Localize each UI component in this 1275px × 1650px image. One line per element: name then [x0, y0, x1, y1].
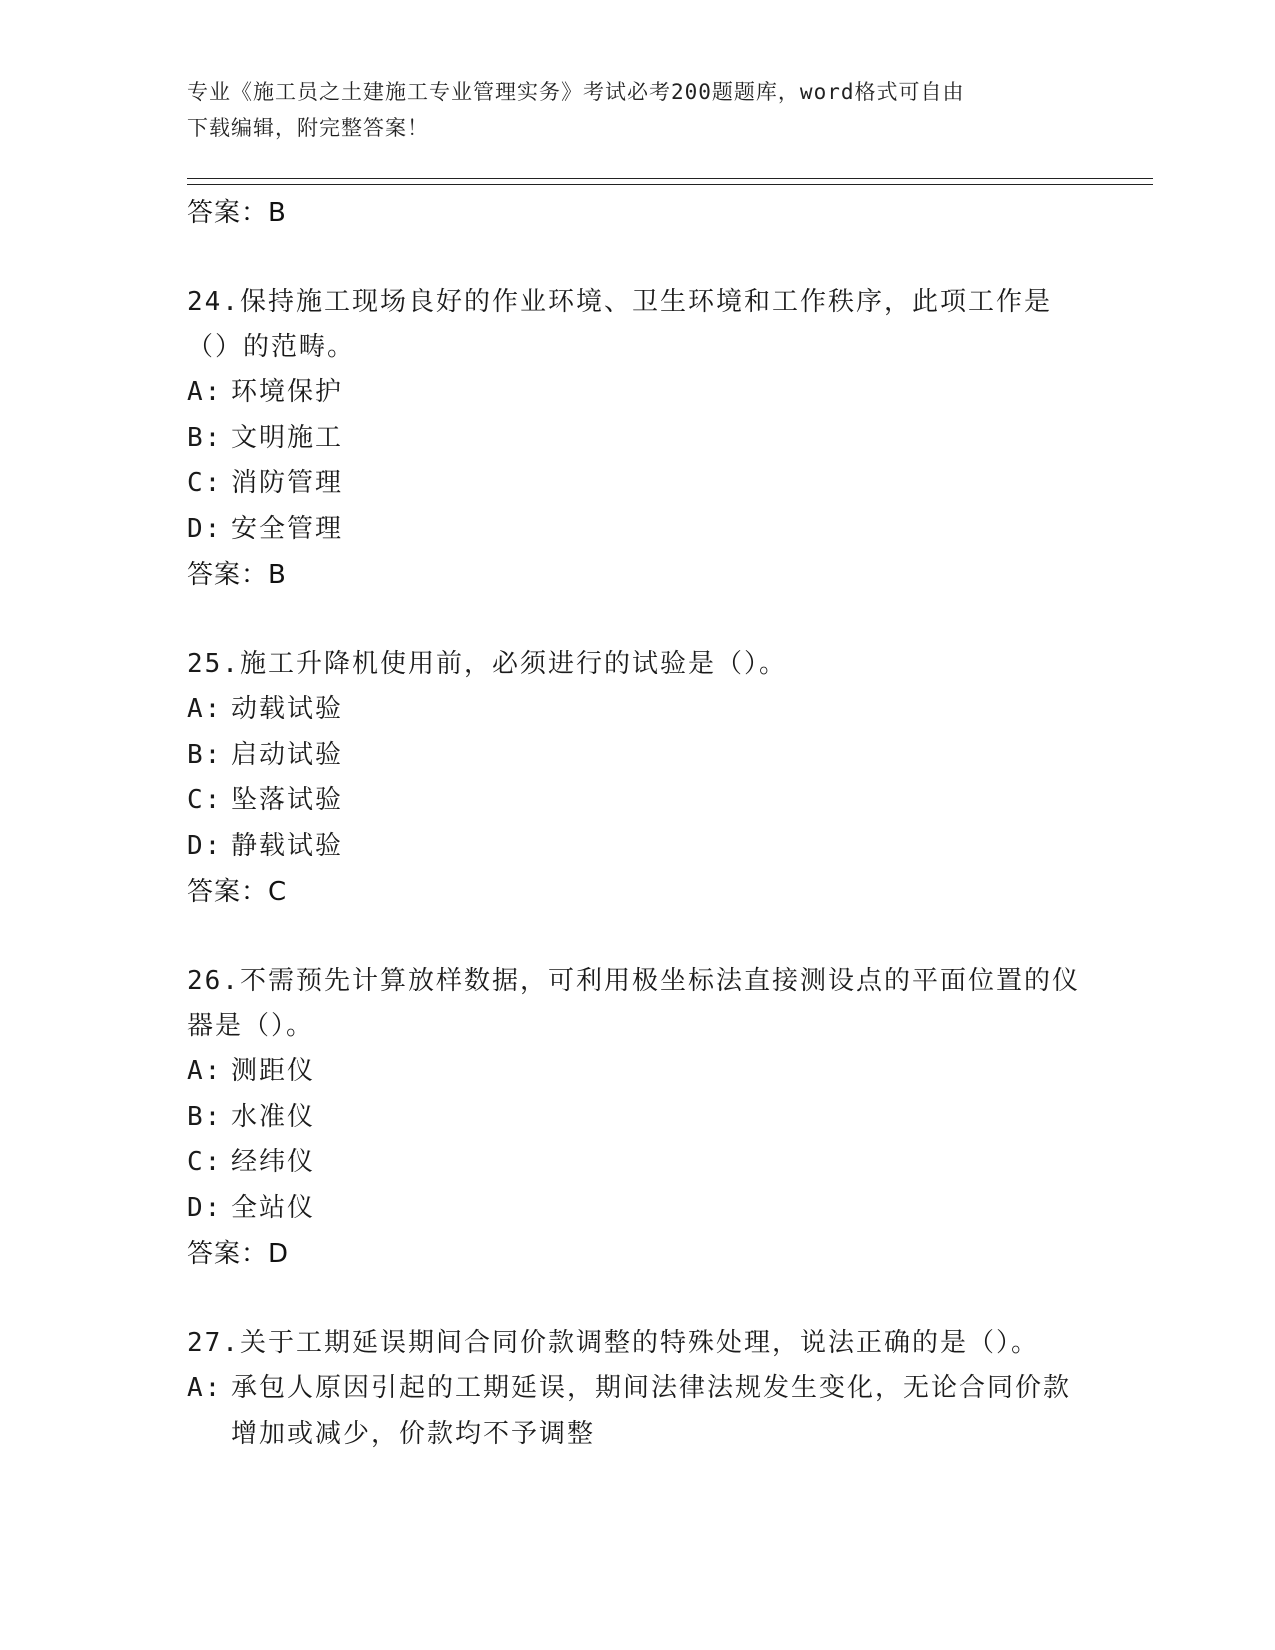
- option-text: 启动试验: [231, 739, 344, 770]
- option-key: D:: [187, 513, 223, 544]
- option-key: C:: [187, 785, 223, 815]
- option-d: [187, 1186, 1087, 1232]
- question-text: 25.施工升降机使用前，必须进行的试验是（）。: [187, 649, 787, 679]
- question-text: 24.保持施工现场良好的作业环境、卫生环境和工作秩序，此项工作是（）的范畴。: [187, 287, 1052, 362]
- option-a: [187, 1366, 1087, 1457]
- option-key: B:: [187, 422, 223, 453]
- option-text: 消防管理: [231, 468, 344, 498]
- option-key: A:: [187, 1373, 223, 1403]
- option-c: [187, 778, 1087, 824]
- option-a: [187, 1049, 1087, 1095]
- option-key: D:: [187, 1192, 223, 1223]
- question-list: [187, 190, 1087, 1457]
- header-line-1: 专业《施工员之土建施工专业管理实务》考试必考200题题库，word格式可自由: [187, 80, 965, 104]
- option-text: 环境保护: [231, 377, 344, 407]
- page-header: [187, 74, 1067, 146]
- option-b: [187, 416, 1087, 462]
- answer-line: 答案：D: [187, 1239, 290, 1269]
- option-key: B:: [187, 739, 223, 770]
- question-item: [187, 280, 1087, 598]
- option-text: 水准仪: [231, 1101, 316, 1132]
- option-key: C:: [187, 1147, 223, 1177]
- answer-line: 答案：B: [187, 560, 287, 590]
- option-a: [187, 687, 1087, 733]
- option-a: [187, 370, 1087, 416]
- option-key: B:: [187, 1101, 223, 1132]
- header-line-2: 下载编辑，附完整答案！: [187, 116, 429, 140]
- option-d: [187, 507, 1087, 553]
- option-text: 坠落试验: [231, 785, 344, 815]
- option-text: 动载试验: [231, 694, 344, 724]
- question-text: 26.不需预先计算放样数据，可利用极坐标法直接测设点的平面位置的仪器是（）。: [187, 966, 1080, 1041]
- option-b: [187, 733, 1087, 779]
- option-text: 经纬仪: [231, 1147, 316, 1177]
- option-text: 测距仪: [231, 1056, 316, 1086]
- option-text: 文明施工: [231, 422, 344, 453]
- option-key: C:: [187, 468, 223, 498]
- question-item: [187, 959, 1087, 1277]
- option-key: A:: [187, 377, 223, 407]
- option-text: 全站仪: [231, 1192, 316, 1223]
- option-key: A:: [187, 1056, 223, 1086]
- answer-line: 答案：C: [187, 877, 288, 907]
- option-key: A:: [187, 694, 223, 724]
- option-text: 承包人原因引起的工期延误，期间法律法规发生变化，无论合同价款增加或减少，价款均不予调整: [231, 1373, 1072, 1449]
- option-text: 安全管理: [231, 513, 344, 544]
- question-item: [187, 1321, 1087, 1457]
- question-item: [187, 642, 1087, 915]
- header-divider: [187, 178, 1153, 185]
- option-key: D:: [187, 830, 223, 861]
- option-c: [187, 1140, 1087, 1186]
- question-text: 27.关于工期延误期间合同价款调整的特殊处理，说法正确的是（）。: [187, 1328, 1039, 1358]
- option-b: [187, 1095, 1087, 1141]
- option-text: 静载试验: [231, 830, 344, 861]
- option-c: [187, 461, 1087, 507]
- answer-line: 答案：B: [187, 198, 287, 228]
- option-d: [187, 824, 1087, 870]
